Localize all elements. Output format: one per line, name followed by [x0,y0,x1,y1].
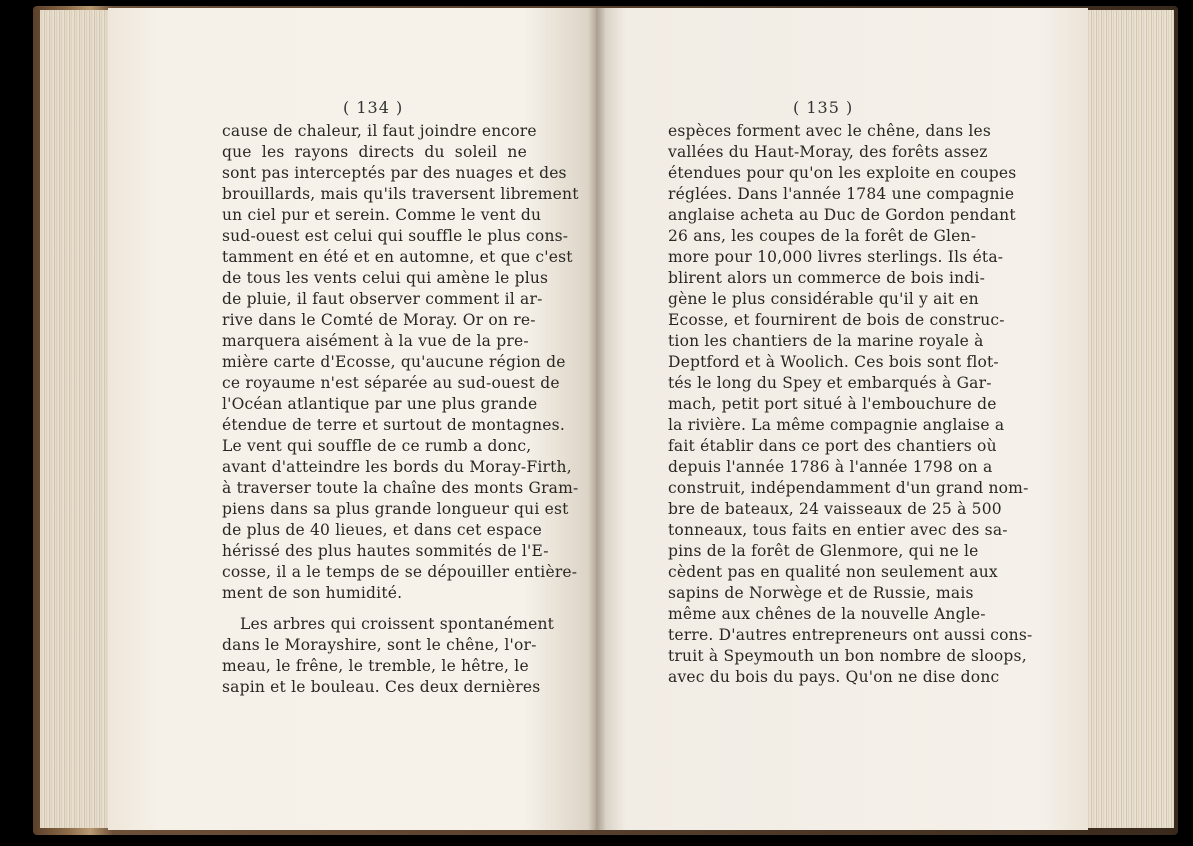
right-page-number: ( 135 ) [793,98,854,117]
text-line: même aux chênes de la nouvelle Angle- [668,605,986,623]
text-line: meau, le frêne, le tremble, le hêtre, le [222,657,529,675]
text-line: cause de chaleur, il faut joindre encore [222,122,537,140]
text-line: depuis l'année 1786 à l'année 1798 on a [668,458,993,476]
text-line: truit à Speymouth un bon nombre de sloops, [668,647,1027,665]
text-line: bre de bateaux, 24 vaisseaux de 25 à 500 [668,500,1002,518]
text-line: brouillards, mais qu'ils traversent librement [222,185,579,203]
text-line: avec du bois du pays. Qu'on ne dise donc [668,668,1000,686]
left-page-number: ( 134 ) [343,98,404,117]
text-line: cosse, il a le temps de se dépouiller entière- [222,563,578,581]
text-line: anglaise acheta au Duc de Gordon pendant [668,206,1016,224]
text-line: de pluie, il faut observer comment il ar- [222,290,543,308]
text-line: sapins de Norwège et de Russie, mais [668,584,974,602]
text-line: cèdent pas en qualité non seulement aux [668,563,998,581]
text-line: étendue de terre et surtout de montagnes. [222,416,565,434]
text-line: gène le plus considérable qu'il y ait en [668,290,979,308]
book-gutter [588,8,606,830]
text-line: ce royaume n'est séparée au sud-ouest de [222,374,560,392]
text-line: de plus de 40 lieues, et dans cet espace [222,521,542,539]
paragraph-gap [222,604,527,614]
text-line: vallées du Haut-Moray, des forêts assez [668,143,988,161]
text-line: Le vent qui souffle de ce rumb a donc, [222,437,532,455]
right-page-edges [1082,10,1174,828]
left-page-edges [40,10,118,828]
text-line: fait établir dans ce port des chantiers où [668,437,997,455]
text-line: avant d'atteindre les bords du Moray-Firth, [222,458,572,476]
text-line: espèces forment avec le chêne, dans les [668,122,992,140]
text-line: rive dans le Comté de Moray. Or on re- [222,311,536,329]
right-page-text [668,121,1033,688]
text-line: Deptford et à Woolich. Ces bois sont flot- [668,353,999,371]
text-line: tonneaux, tous faits en entier avec des sa- [668,521,1008,539]
text-line: un ciel pur et serein. Comme le vent du [222,206,542,224]
text-line: dans le Morayshire, sont le chêne, l'or- [222,636,537,654]
text-line: ment de son humidité. [222,584,403,602]
text-line: sapin et le bouleau. Ces deux dernières [222,678,541,696]
text-line: de tous les vents celui qui amène le plus [222,269,549,287]
text-line: pins de la forêt de Glenmore, qui ne le [668,542,979,560]
left-page-text [222,121,579,698]
text-line: mière carte d'Ecosse, qu'aucune région de [222,353,566,371]
text-line: mach, petit port situé à l'embouchure de [668,395,997,413]
text-line: marquera aisément à la vue de la pre- [222,332,529,350]
text-line: tamment en été et en automne, et que c'est [222,248,573,266]
text-line: 26 ans, les coupes de la forêt de Glen- [668,227,977,245]
text-line: tion les chantiers de la marine royale à [668,332,984,350]
text-line: l'Océan atlantique par une plus grande [222,395,538,413]
text-line: tés le long du Spey et embarqués à Gar- [668,374,992,392]
text-line: à traverser toute la chaîne des monts Gram- [222,479,579,497]
text-line: réglées. Dans l'année 1784 une compagnie [668,185,1015,203]
text-line: terre. D'autres entrepreneurs ont aussi cons- [668,626,1033,644]
text-line: sont pas interceptés par des nuages et des [222,164,567,182]
text-line: piens dans sa plus grande longueur qui est [222,500,569,518]
text-line: la rivière. La même compagnie anglaise a [668,416,1005,434]
text-line: blirent alors un commerce de bois indi- [668,269,986,287]
text-line: que les rayons directs du soleil ne [222,143,527,161]
text-line: Les arbres qui croissent spontanément [240,615,555,633]
text-line: construit, indépendamment d'un grand nom- [668,479,1029,497]
text-line: sud-ouest est celui qui souffle le plus cons- [222,227,569,245]
text-line: more pour 10,000 livres sterlings. Ils éta- [668,248,1004,266]
text-line: hérissé des plus hautes sommités de l'E- [222,542,549,560]
text-line: étendues pour qu'on les exploite en coupes [668,164,1017,182]
text-line: Ecosse, et fournirent de bois de construc- [668,311,1005,329]
